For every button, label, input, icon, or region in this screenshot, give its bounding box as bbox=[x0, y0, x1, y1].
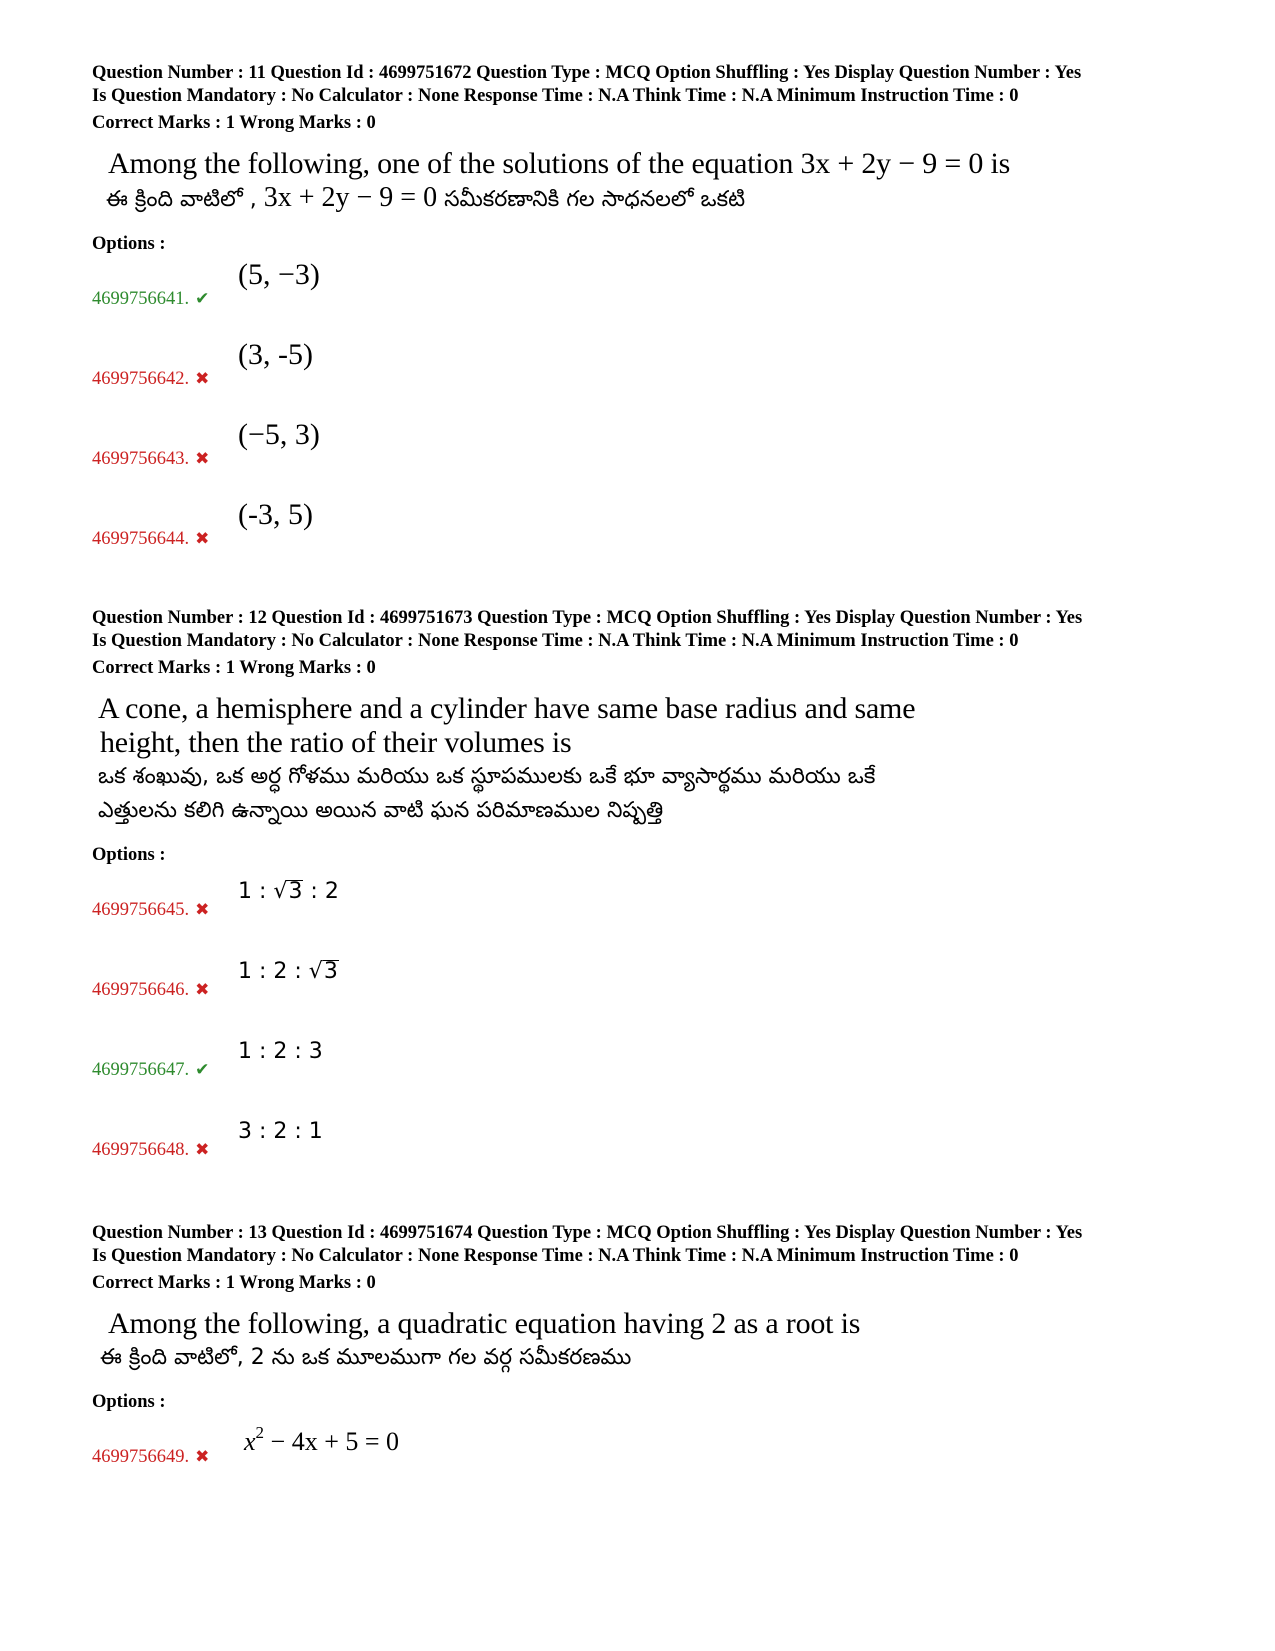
question-marks: Correct Marks : 1 Wrong Marks : 0 bbox=[92, 1273, 376, 1293]
option-4699756646 bbox=[92, 949, 1212, 1029]
option-id: 4699756647. ✔ bbox=[92, 1060, 210, 1080]
option-text: 1 : 2 : 3 bbox=[238, 1039, 323, 1064]
option-text: (3, -5) bbox=[238, 338, 313, 371]
question-marks: Correct Marks : 1 Wrong Marks : 0 bbox=[92, 113, 376, 133]
sqrt-radicand: 3 bbox=[323, 959, 338, 984]
option-4699756643 bbox=[92, 418, 1212, 498]
option-text: 1 : √3 : 2 bbox=[238, 879, 339, 904]
sqrt-radicand: 3 bbox=[288, 879, 303, 904]
option-id: 4699756645. ✖ bbox=[92, 900, 210, 920]
check-icon: ✔ bbox=[195, 1060, 210, 1080]
telugu-text-part: ఈ క్రింది వాటిలో , bbox=[106, 187, 257, 212]
telugu-equation: 3x + 2y − 9 = 0 bbox=[263, 182, 438, 213]
option-text: (-3, 5) bbox=[238, 498, 313, 531]
cross-icon: ✖ bbox=[195, 369, 210, 389]
question-meta-line2: Is Question Mandatory : No Calculator : None Response Time : N.A Think Time : N.A Minimum Instruction Time : 0 bbox=[92, 631, 1019, 651]
option-4699756648 bbox=[92, 1109, 1212, 1189]
question-text-telugu: ఈ క్రింది వాటిలో, 2 ను ఒక మూలముగా గల వర్గ సమీకరణము bbox=[100, 1345, 632, 1370]
question-body bbox=[92, 147, 1212, 217]
option-4699756642 bbox=[92, 338, 1212, 418]
question-meta-line1: Question Number : 12 Question Id : 4699751673 Question Type : MCQ Option Shuffling : Yes Display Question Number : Yes bbox=[92, 608, 1083, 628]
question-text-telugu bbox=[92, 181, 1212, 217]
question-text-english: Among the following, a quadratic equation having 2 as a root is bbox=[108, 1307, 861, 1340]
question-meta-line2: Is Question Mandatory : No Calculator : None Response Time : N.A Think Time : N.A Minimum Instruction Time : 0 bbox=[92, 1246, 1019, 1266]
cross-icon: ✖ bbox=[195, 900, 210, 920]
question-meta-line2: Is Question Mandatory : No Calculator : None Response Time : N.A Think Time : N.A Minimum Instruction Time : 0 bbox=[92, 86, 1019, 106]
question-text-telugu-line2: ఎత్తులను కలిగి ఉన్నాయి అయిన వాటి ఘన పరిమాణముల నిష్పత్తి bbox=[98, 798, 664, 823]
option-4699756649 bbox=[92, 1416, 1212, 1496]
options-label: Options : bbox=[92, 1392, 166, 1412]
question-text-english-line1: A cone, a hemisphere and a cylinder have same base radius and same bbox=[98, 692, 916, 725]
question-11 bbox=[92, 62, 1212, 578]
question-text-english-line2: height, then the ratio of their volumes is bbox=[100, 726, 572, 759]
cross-icon: ✖ bbox=[195, 1140, 210, 1160]
options-label: Options : bbox=[92, 234, 166, 254]
cross-icon: ✖ bbox=[195, 980, 210, 1000]
option-id: 4699756644. ✖ bbox=[92, 529, 210, 549]
option-text: 1 : 2 : √3 bbox=[238, 959, 338, 984]
options-label: Options : bbox=[92, 845, 166, 865]
option-text: $x^2 - 4x + 5 = 0$ bbox=[244, 1423, 400, 1456]
cross-icon: ✖ bbox=[195, 1447, 210, 1467]
option-4699756644 bbox=[92, 498, 1212, 578]
cross-icon: ✖ bbox=[195, 529, 210, 549]
option-id: 4699756646. ✖ bbox=[92, 980, 210, 1000]
question-13 bbox=[92, 1222, 1212, 1496]
option-id: 4699756642. ✖ bbox=[92, 369, 210, 389]
option-id: 4699756648. ✖ bbox=[92, 1140, 210, 1160]
cross-icon: ✖ bbox=[195, 449, 210, 469]
question-text-english: Among the following, one of the solutions of the equation 3x + 2y − 9 = 0 is bbox=[108, 147, 1011, 180]
option-id: 4699756643. ✖ bbox=[92, 449, 210, 469]
option-text: (5, −3) bbox=[238, 258, 320, 291]
check-icon: ✔ bbox=[195, 289, 210, 309]
question-meta-line1: Question Number : 11 Question Id : 4699751672 Question Type : MCQ Option Shuffling : Yes Display Question Number : Yes bbox=[92, 63, 1082, 83]
option-text: 3 : 2 : 1 bbox=[238, 1119, 323, 1144]
question-body bbox=[92, 692, 1212, 828]
question-marks: Correct Marks : 1 Wrong Marks : 0 bbox=[92, 658, 376, 678]
option-id: 4699756641. ✔ bbox=[92, 289, 210, 309]
option-4699756641 bbox=[92, 258, 1212, 338]
option-4699756645 bbox=[92, 869, 1212, 949]
option-4699756647 bbox=[92, 1029, 1212, 1109]
question-meta-line1: Question Number : 13 Question Id : 4699751674 Question Type : MCQ Option Shuffling : Yes Display Question Number : Yes bbox=[92, 1223, 1083, 1243]
question-12 bbox=[92, 607, 1212, 1189]
option-id: 4699756649. ✖ bbox=[92, 1447, 210, 1467]
telugu-text-part: సమీకరణానికి గల సాధనలలో ఒకటి bbox=[444, 187, 746, 212]
question-body bbox=[92, 1307, 1212, 1375]
option-text: (−5, 3) bbox=[238, 418, 320, 451]
question-text-telugu-line1: ఒక శంఖువు, ఒక అర్ధ గోళము మరియు ఒక స్థూపములకు ఒకే భూ వ్యాసార్థము మరియు ఒకే bbox=[98, 764, 876, 789]
